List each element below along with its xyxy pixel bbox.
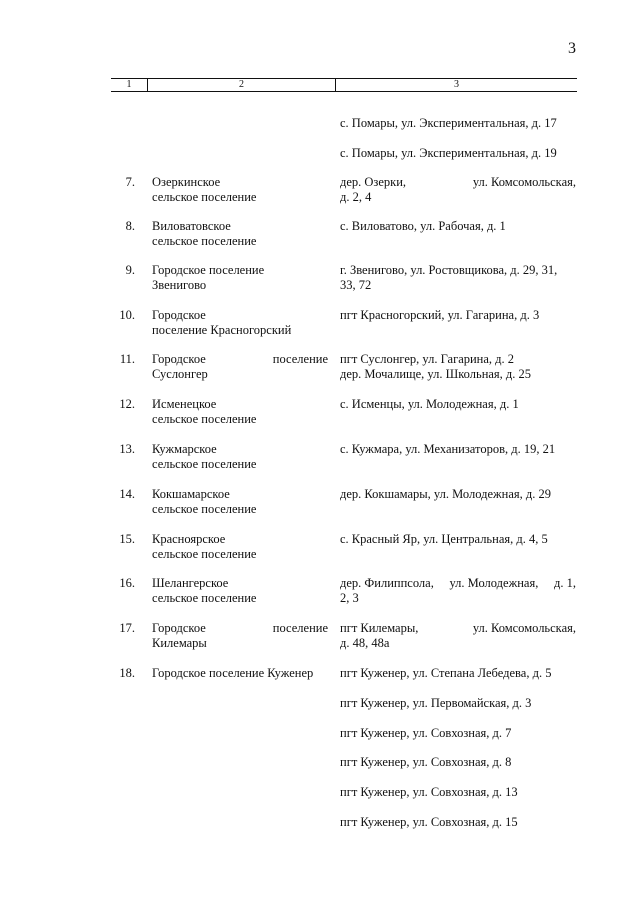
address-cell-line — [340, 352, 576, 367]
address-cell-line-part: пгт Куженер, ул. Совхозная, д. 15 — [340, 815, 518, 829]
settlement-name-cell — [152, 219, 328, 249]
settlement-name-cell — [152, 397, 328, 427]
address-cell — [340, 116, 576, 131]
settlement-name-cell — [152, 487, 328, 517]
settlement-name-cell-line-part: поселение — [272, 352, 328, 366]
address-cell-line — [340, 621, 576, 636]
address-cell-line-part: дер. Кокшамары, ул. Молодежная, д. 29 — [340, 487, 551, 501]
settlement-name-cell-line: сельское поселение — [152, 412, 257, 426]
address-cell-line — [340, 666, 576, 681]
address-cell — [340, 785, 576, 800]
address-cell-line-part: с. Помары, ул. Экспериментальная, д. 19 — [340, 146, 557, 160]
address-cell — [340, 726, 576, 741]
address-cell-line-part: д. 1, — [553, 576, 576, 590]
address-cell-line — [340, 397, 576, 412]
settlement-name-cell-line-part: Городское — [152, 352, 206, 366]
address-cell-line — [340, 755, 576, 770]
address-cell-line-part: г. Звенигово, ул. Ростовщикова, д. 29, 31, — [340, 263, 558, 277]
row-number: 15. — [119, 532, 135, 546]
settlement-name-cell-line: поселение Красногорский — [152, 323, 292, 337]
settlement-name-cell-line: сельское поселение — [152, 234, 257, 248]
address-cell-line-part: ул. Комсомольская, — [472, 175, 576, 189]
address-cell — [340, 308, 576, 323]
address-cell-line-part: дер. Мочалище, ул. Школьная, д. 25 — [340, 367, 532, 381]
address-cell-line-part: с. Виловатово, ул. Рабочая, д. 1 — [340, 219, 506, 233]
address-cell-line-part: пгт Куженер, ул. Степана Лебедева, д. 5 — [340, 666, 552, 680]
settlement-name-cell — [152, 532, 328, 562]
address-cell-line-part: дер. Озерки, — [340, 175, 407, 189]
address-cell-line — [340, 591, 576, 606]
settlement-name-cell-line: Килемары — [152, 636, 207, 650]
row-number: 7. — [125, 175, 135, 189]
address-cell-line-part: дер. Филиппсола, — [340, 576, 434, 590]
address-cell-line-part: 33, 72 — [340, 278, 372, 292]
row-number: 12. — [119, 397, 135, 411]
address-cell — [340, 175, 576, 205]
address-cell-line — [340, 190, 576, 205]
address-cell — [340, 696, 576, 711]
settlement-name-cell — [152, 666, 328, 681]
address-cell — [340, 397, 576, 412]
address-cell-line-part: пгт Куженер, ул. Совхозная, д. 8 — [340, 755, 512, 769]
row-number: 13. — [119, 442, 135, 456]
address-cell-line-part: д. 48, 48а — [340, 636, 390, 650]
address-cell-line-part: пгт Куженер, ул. Совхозная, д. 7 — [340, 726, 512, 740]
address-cell — [340, 666, 576, 681]
address-cell-line — [340, 308, 576, 323]
address-cell — [340, 755, 576, 770]
row-number: 9. — [125, 263, 135, 277]
address-cell-line — [340, 175, 576, 190]
address-cell-line-part: пгт Килемары, — [340, 621, 419, 635]
address-cell-line — [340, 146, 576, 161]
settlement-name-cell — [152, 175, 328, 205]
address-cell-line-part: пгт Красногорский, ул. Гагарина, д. 3 — [340, 308, 540, 322]
address-cell-line — [340, 487, 576, 502]
address-cell-line-part: пгт Куженер, ул. Первомайская, д. 3 — [340, 696, 532, 710]
settlement-name-cell — [152, 352, 328, 382]
row-number: 8. — [125, 219, 135, 233]
address-cell-line — [340, 726, 576, 741]
row-number: 18. — [119, 666, 135, 680]
settlement-name-cell-line — [152, 352, 328, 367]
address-cell-line — [340, 442, 576, 457]
settlement-name-cell-line: Городское поселение — [152, 263, 265, 277]
settlement-name-cell-line: Озеркинское — [152, 175, 221, 189]
row-number: 16. — [119, 576, 135, 590]
settlement-name-cell-line: Шелангерское — [152, 576, 229, 590]
address-cell-line-part: с. Красный Яр, ул. Центральная, д. 4, 5 — [340, 532, 548, 546]
address-cell-line — [340, 696, 576, 711]
address-cell-line-part: пгт Куженер, ул. Совхозная, д. 13 — [340, 785, 518, 799]
address-cell — [340, 352, 576, 382]
address-cell-line — [340, 263, 576, 278]
address-cell-line-part: ул. Комсомольская, — [472, 621, 576, 635]
address-cell-line-part: с. Кужмара, ул. Механизаторов, д. 19, 21 — [340, 442, 556, 456]
settlement-name-cell-line: Исменецкое — [152, 397, 217, 411]
address-cell — [340, 442, 576, 457]
settlement-name-cell-line: Красноярское — [152, 532, 226, 546]
settlement-name-cell-line: Кокшамарское — [152, 487, 230, 501]
address-cell-line-part: пгт Суслонгер, ул. Гагарина, д. 2 — [340, 352, 515, 366]
settlement-name-cell-line: сельское поселение — [152, 547, 257, 561]
row-number: 17. — [119, 621, 135, 635]
settlement-name-cell-line: Городское поселение Куженер — [152, 666, 314, 680]
address-cell-line — [340, 636, 576, 651]
address-cell — [340, 576, 576, 606]
settlement-name-cell-line-part: поселение — [272, 621, 328, 635]
settlement-name-cell — [152, 621, 328, 651]
column-header-1: 1 — [126, 79, 132, 90]
settlement-name-cell-line: сельское поселение — [152, 457, 257, 471]
table-column-header — [111, 78, 577, 92]
address-cell — [340, 263, 576, 293]
row-number: 11. — [119, 352, 135, 366]
address-cell-line-part: с. Помары, ул. Экспериментальная, д. 17 — [340, 116, 557, 130]
settlement-name-cell-line: Городское — [152, 308, 206, 322]
settlement-name-cell — [152, 442, 328, 472]
settlement-name-cell — [152, 308, 328, 338]
address-cell — [340, 621, 576, 651]
address-cell-line — [340, 532, 576, 547]
settlement-name-cell-line — [152, 621, 328, 636]
page-number: 3 — [568, 40, 576, 57]
settlement-name-cell-line: Виловатовское — [152, 219, 231, 233]
address-cell-line-part: д. 2, 4 — [340, 190, 372, 204]
settlement-name-cell-line: Звенигово — [152, 278, 207, 292]
address-cell-line — [340, 367, 576, 382]
address-cell — [340, 532, 576, 547]
settlement-name-cell — [152, 263, 328, 293]
settlement-name-cell-line: сельское поселение — [152, 190, 257, 204]
address-cell — [340, 487, 576, 502]
column-header-3: 3 — [335, 79, 577, 91]
settlement-name-cell-line: сельское поселение — [152, 502, 257, 516]
address-cell-line-part: ул. Молодежная, — [449, 576, 539, 590]
address-cell-line-part: 2, 3 — [340, 591, 359, 605]
address-cell — [340, 146, 576, 161]
address-cell-line — [340, 576, 576, 591]
address-cell — [340, 219, 576, 234]
row-number: 14. — [119, 487, 135, 501]
row-number: 10. — [119, 308, 135, 322]
address-cell-line — [340, 278, 576, 293]
settlement-name-cell-line: сельское поселение — [152, 591, 257, 605]
address-cell-line — [340, 116, 576, 131]
settlement-name-cell-line: Суслонгер — [152, 367, 208, 381]
address-cell-line-part: с. Исменцы, ул. Молодежная, д. 1 — [340, 397, 519, 411]
address-cell-line — [340, 815, 576, 830]
address-cell-line — [340, 785, 576, 800]
settlement-name-cell-line: Кужмарское — [152, 442, 217, 456]
address-cell-line — [340, 219, 576, 234]
column-header-2: 2 — [147, 79, 335, 91]
settlement-name-cell — [152, 576, 328, 606]
settlement-name-cell-line-part: Городское — [152, 621, 206, 635]
address-cell — [340, 815, 576, 830]
